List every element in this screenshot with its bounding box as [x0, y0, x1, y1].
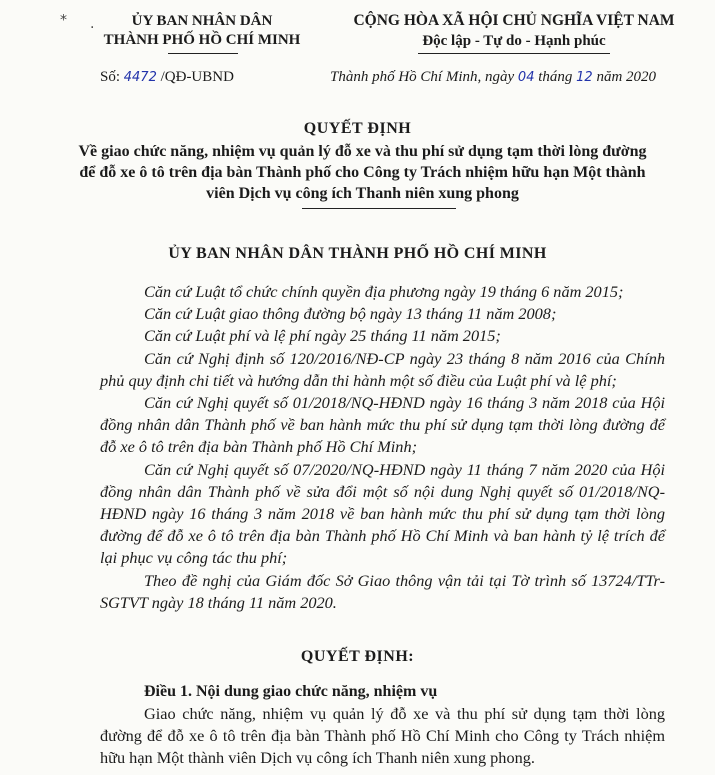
basis-item: Căn cứ Nghị quyết số 01/2018/NQ-HĐND ngày 16 tháng 3 năm 2018 của Hội đồng nhân dân Thành phố về ban hành mức thu phí sử dụng tạm thời lòng đường để đỗ xe ô tô trên địa bàn Thành phố Hồ Chí Minh; — [100, 393, 665, 457]
number-handwritten: 4472 — [123, 70, 157, 85]
issue-date — [330, 69, 656, 86]
date-suffix: năm 2020 — [592, 69, 657, 85]
date-month: 12 — [576, 70, 593, 85]
authority-line-2: THÀNH PHỐ HỒ CHÍ MINH — [103, 32, 301, 48]
header-divider-right — [418, 53, 610, 54]
header-divider-left — [168, 53, 238, 54]
national-motto — [318, 10, 710, 52]
article-1-heading: Điều 1. Nội dung giao chức năng, nhiệm vụ — [144, 683, 438, 700]
number-suffix: /QĐ-UBND — [156, 69, 234, 85]
date-day: 04 — [517, 70, 535, 85]
issuing-authority — [92, 12, 312, 50]
document-number — [100, 69, 234, 86]
article-1-body — [100, 703, 665, 770]
scan-mark-icon: ⁎ — [60, 8, 67, 24]
document-subject: Về giao chức năng, nhiệm vụ quản lý đỗ xe và thu phí sử dụng tạm thời lòng đường để đỗ xe ô tô trên địa bàn Thành phố cho Công ty Trách nhiệm hữu hạn Một thành viên Dịch vụ công ích Thanh niên xung phong — [78, 143, 647, 202]
legal-basis — [100, 281, 665, 614]
scan-mark-icon: · — [90, 20, 95, 36]
country-name: CỘNG HÒA XÃ HỘI CHỦ NGHĨA VIỆT NAM — [353, 12, 675, 29]
article-1-text: Giao chức năng, nhiệm vụ quản lý đỗ xe và thu phí sử dụng tạm thời lòng đường để đỗ xe ô tô trên địa bàn Thành phố Hồ Chí Minh cho Công ty Trách nhiệm hữu hạn Một thành viên Dịch vụ công ích Thanh niên xung phong. — [100, 704, 665, 768]
basis-item: Theo đề nghị của Giám đốc Sở Giao thông vận tải tại Tờ trình số 13724/TTr-SGTVT ngày 18 tháng 11 năm 2020. — [100, 570, 665, 612]
issuer-heading: ỦY BAN NHÂN DÂN THÀNH PHỐ HỒ CHÍ MINH — [168, 245, 547, 262]
basis-item: Căn cứ Nghị định số 120/2016/NĐ-CP ngày 23 tháng 8 năm 2016 của Chính phủ quy định chi tiết và hướng dẫn thi hành một số điều của Luật phí và lệ phí; — [100, 348, 665, 390]
date-prefix: Thành phố Hồ Chí Minh, ngày — [330, 69, 518, 85]
basis-item: Căn cứ Nghị quyết số 07/2020/NQ-HĐND ngày 11 tháng 7 năm 2020 của Hội đồng nhân dân Thành phố về sửa đổi một số nội dung Nghị quyết số 01/2018/NQ-HĐND ngày 16 tháng 3 năm 2018 về ban hành mức thu phí sử dụng tạm thời lòng đường để đỗ xe ô tô trên địa bàn Thành phố Hồ Chí Minh và ban hành tỷ lệ trích để lại phục vụ công tác thu phí; — [100, 459, 665, 568]
basis-item: Căn cứ Luật giao thông đường bộ ngày 13 tháng 11 năm 2008; — [144, 304, 557, 324]
motto-line: Độc lập - Tự do - Hạnh phúc — [422, 33, 606, 49]
basis-item: Căn cứ Luật phí và lệ phí ngày 25 tháng 11 năm 2015; — [144, 326, 501, 346]
basis-item: Căn cứ Luật tổ chức chính quyền địa phương ngày 19 tháng 6 năm 2015; — [144, 282, 624, 301]
number-label: Số: — [100, 69, 124, 85]
subject-divider — [302, 208, 456, 209]
authority-line-1: ỦY BAN NHÂN DÂN — [131, 13, 273, 29]
decision-heading: QUYẾT ĐỊNH: — [300, 648, 415, 665]
date-middle: tháng — [534, 69, 577, 85]
document-title: QUYẾT ĐỊNH — [303, 120, 412, 137]
